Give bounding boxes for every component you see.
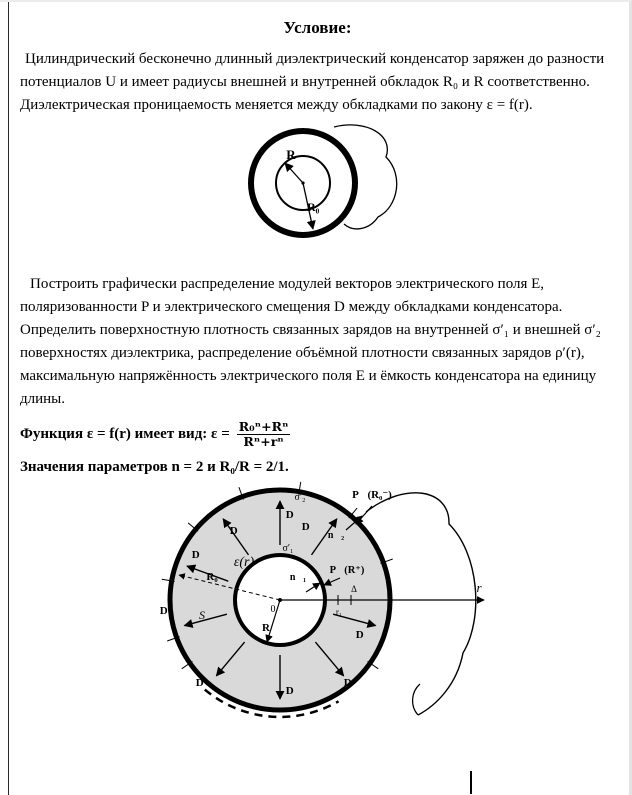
p-inner-label: P⃗(R⁺) xyxy=(329,564,364,576)
d-vector-label: D⃗ xyxy=(159,604,176,617)
label-radius-R: R xyxy=(285,147,296,162)
figure1-svg xyxy=(203,119,433,254)
figure-field-distribution xyxy=(20,478,615,728)
page-title: Условие: xyxy=(283,18,352,37)
function-label: Функция ε = f(r) имеет вид: ε = xyxy=(20,426,230,443)
d-vector-label: D⃗ xyxy=(191,548,208,561)
p-outer-arrow xyxy=(356,506,372,524)
epsilon-fraction xyxy=(237,420,291,450)
d-vector-label: D⃗ xyxy=(301,520,318,533)
figure-capacitor-cross-section xyxy=(20,119,615,259)
sigma-outer-label: σ′₂ xyxy=(293,491,306,503)
paragraph-task: Построить графически распределение модулей векторов электрического поля E, поляризованности P и электрического смещения D между обкладками конденсатора. Определить поверхностную плотность связанных зарядов на внутренней σ′₁ и внешней σ′₂ поверхностях диэлектрика, распределение объёмной плотности связанных зарядов ρ′(r), максимальную напряжённость электрического поля E и ёмкость конденсатора на единицу длины. xyxy=(20,276,601,407)
radius-R-label: R xyxy=(261,621,270,634)
d-vector-label: D⃗ xyxy=(285,508,302,521)
function-definition-line xyxy=(20,420,615,450)
p-outer-label: P⃗(R₀⁻) xyxy=(351,488,392,501)
epsilon-r-label: ε(r) xyxy=(233,554,254,570)
delta-tick-label: Δ xyxy=(350,583,357,594)
d-vector-label: D⃗ xyxy=(355,628,372,641)
paragraph-condition: Цилиндрический бесконечно длинный диэлектрический конденсатор заряжен до разности потенциалов U и имеет радиусы внешней и внутренней обкладок R₀ и R соответственно. Диэлектрическая проницаемость меняется между обкладками по закону ε = f(r). xyxy=(20,51,605,113)
d-vector-label: D⃗ xyxy=(195,676,212,689)
parameters-line: Значения параметров n = 2 и R₀/R = 2/1. xyxy=(20,458,289,475)
d-vector-label: D⃗ xyxy=(229,524,246,537)
fraction-numerator: R₀ⁿ+Rⁿ xyxy=(238,419,289,434)
page-margin-line xyxy=(8,2,9,795)
d-vector-label: D⃗ xyxy=(285,684,302,697)
radius-R0-label: R₀ xyxy=(205,570,218,583)
fraction-denominator: Rⁿ+rⁿ xyxy=(243,434,284,450)
surface-S-label: S xyxy=(198,607,205,622)
text-cursor xyxy=(470,771,472,794)
cut-sheet-bottom-hook xyxy=(412,684,419,715)
d-vector-label: D⃗ xyxy=(343,676,360,689)
document-page xyxy=(0,2,629,728)
origin-label: 0 xyxy=(270,603,275,615)
n2-label: n⃗₂ xyxy=(327,529,344,541)
sigma-inner-label: σ′₁ xyxy=(281,542,294,554)
r1-tick-label: r₁ xyxy=(335,606,342,617)
label-radius-R0: R₀ xyxy=(306,200,319,214)
n1-label: n⃗₁ xyxy=(289,571,306,583)
center-dot xyxy=(278,598,282,602)
r-axis-label: r xyxy=(475,579,482,595)
figure2-svg xyxy=(148,478,488,723)
